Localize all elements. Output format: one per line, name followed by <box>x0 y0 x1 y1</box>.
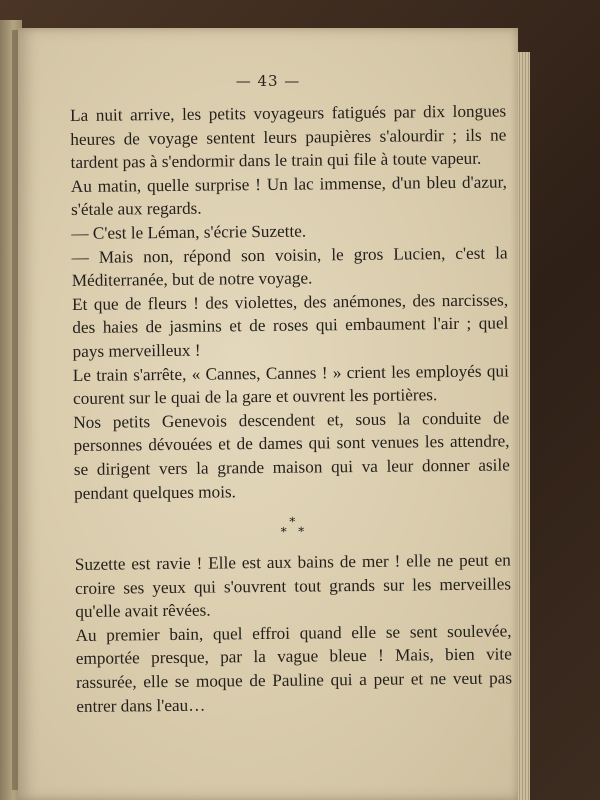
paragraph: Au matin, quelle surprise ! Un lac immense, d'un bleu d'azur, s'étale aux regards. <box>70 172 507 220</box>
paragraph: Nos petits Genevois descendent et, sous la conduite de personnes dévouées et de dames qui sont venues les attendre, se dirigent vers la grande maison qui va leur donner asile pendant quelques mois. <box>73 408 510 503</box>
section-divider <box>74 515 510 540</box>
page-text <box>70 99 512 718</box>
paragraph: Suzette est ravie ! Elle est aux bains de mer ! elle ne peut en croire ses yeux qui s'ouvrent tout grands sur les merveilles qu'elle avait rêvées. <box>74 550 512 622</box>
paragraph: Le train s'arrête, « Cannes, Cannes ! » crient les employés qui courent sur le quai de la gare et ouvrent les portières. <box>72 360 509 409</box>
paragraph: — C'est le Léman, s'écrie Suzette. <box>71 221 307 243</box>
asterism-top: * <box>289 514 296 529</box>
asterism-bottom: * * <box>280 524 305 539</box>
paragraph: Au premier bain, quel effroi quand elle se sent soulevée, emportée presque, par la vague bleue ! Mais, bien vite rassurée, elle se moque de Pauline qui a peur et ne veut pas entrer dans l'eau… <box>75 621 513 716</box>
paragraph: — Mais non, répond son voisin, le gros Lucien, c'est la Méditerranée, but de notre voyage. <box>71 242 508 291</box>
book-page <box>18 28 518 800</box>
section-two <box>75 549 513 719</box>
page-number: — 43 — <box>235 72 301 90</box>
paragraph: La nuit arrive, les petits voyageurs fatigués par dix longues heures de voyage sentent leurs paupières s'alourdir ; ils ne tardent pas à s'endormir dans le train qui file à toute vapeur. <box>70 101 507 173</box>
paragraph: Et que de fleurs ! des violettes, des anémones, des narcisses, des haies de jasmins et de roses qui embaument l'air ; quel pays merveilleux ! <box>71 290 509 361</box>
